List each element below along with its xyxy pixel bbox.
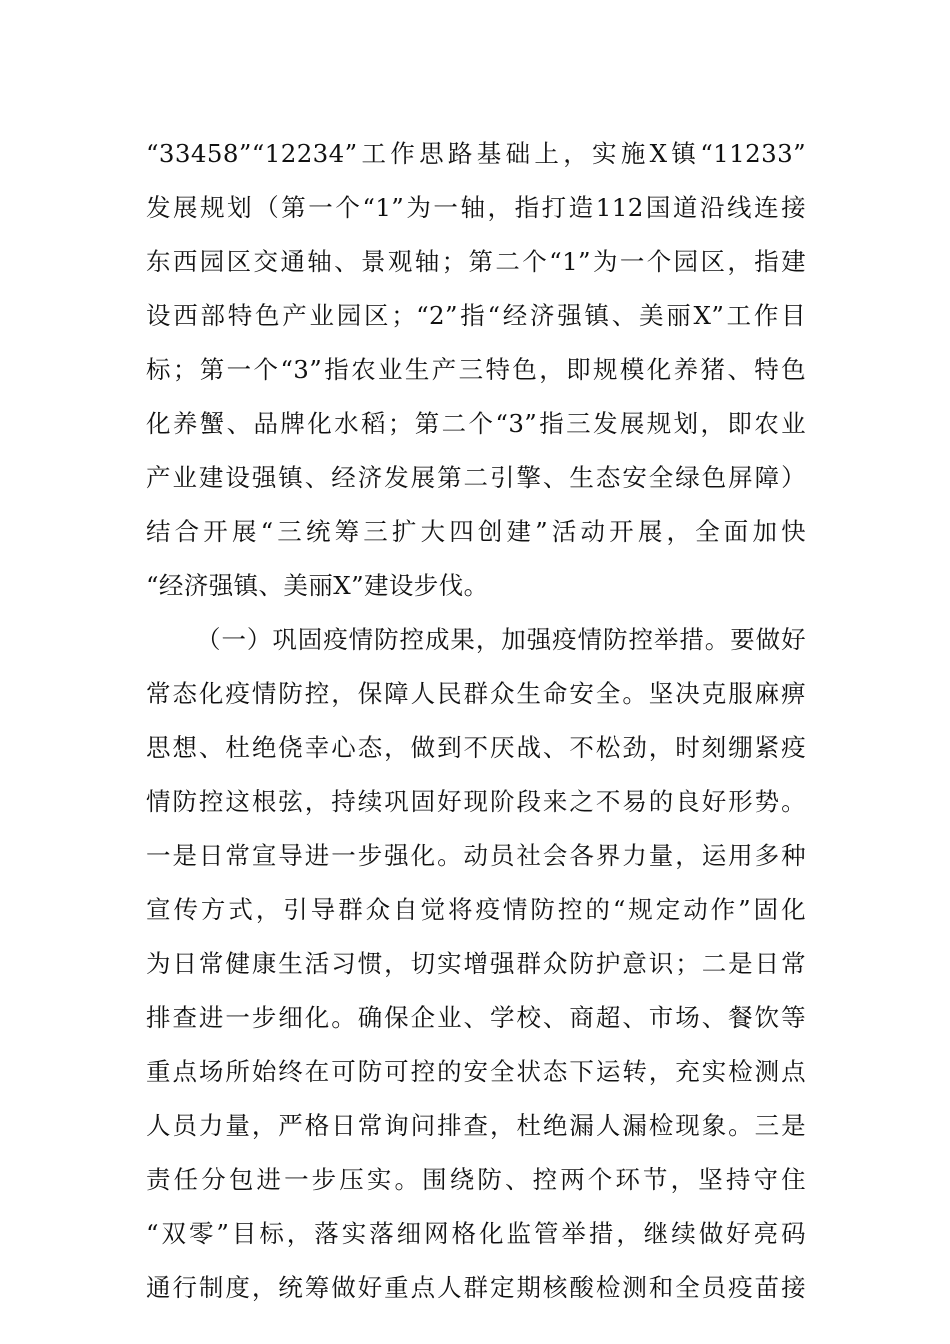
text-line-8: 结合开展“三统筹三扩大四创建”活动开展，全面加快 bbox=[146, 517, 806, 546]
text-line-19: 人员力量，严格日常询问排查，杜绝漏人漏检现象。三是 bbox=[146, 1111, 806, 1140]
text-line-7: 产业建设强镇、经济发展第二引擎、生态安全绿色屏障） bbox=[146, 463, 806, 492]
text-line-17: 排查进一步细化。确保企业、学校、商超、市场、餐饮等 bbox=[146, 1003, 806, 1032]
text-line-22: 通行制度，统筹做好重点人群定期核酸检测和全员疫苗接 bbox=[146, 1273, 806, 1302]
text-line-5: 标；第一个“3”指农业生产三特色，即规模化养猪、特色 bbox=[146, 355, 806, 384]
text-line-15: 宣传方式，引导群众自觉将疫情防控的“规定动作”固化 bbox=[146, 895, 806, 924]
text-line-6: 化养蟹、品牌化水稻；第二个“3”指三发展规划，即农业 bbox=[146, 409, 806, 438]
text-line-18: 重点场所始终在可防可控的安全状态下运转，充实检测点 bbox=[146, 1057, 806, 1086]
text-line-12: 思想、杜绝侥幸心态，做到不厌战、不松劲，时刻绷紧疫 bbox=[146, 733, 806, 762]
text-line-10: （一）巩固疫情防控成果，加强疫情防控举措。要做好 bbox=[196, 625, 806, 654]
text-line-14: 一是日常宣导进一步强化。动员社会各界力量，运用多种 bbox=[146, 841, 806, 870]
text-line-4: 设西部特色产业园区；“2”指“经济强镇、美丽X”工作目 bbox=[146, 301, 806, 330]
text-line-2: 发展规划（第一个“1”为一轴，指打造112国道沿线连接 bbox=[146, 193, 806, 222]
text-line-11: 常态化疫情防控，保障人民群众生命安全。坚决克服麻痹 bbox=[146, 679, 806, 708]
text-line-13: 情防控这根弦，持续巩固好现阶段来之不易的良好形势。 bbox=[146, 787, 806, 816]
text-line-16: 为日常健康生活习惯，切实增强群众防护意识；二是日常 bbox=[146, 949, 806, 978]
text-line-3: 东西园区交通轴、景观轴；第二个“1”为一个园区，指建 bbox=[146, 247, 806, 276]
body-text bbox=[146, 127, 806, 1315]
text-line-1: “33458”“12234”工作思路基础上，实施X镇“11233” bbox=[146, 139, 806, 168]
text-line-20: 责任分包进一步压实。围绕防、控两个环节，坚持守住 bbox=[146, 1165, 806, 1194]
text-line-21: “双零”目标，落实落细网格化监管举措，继续做好亮码 bbox=[146, 1219, 806, 1248]
text-line-9: “经济强镇、美丽X”建设步伐。 bbox=[146, 571, 489, 600]
